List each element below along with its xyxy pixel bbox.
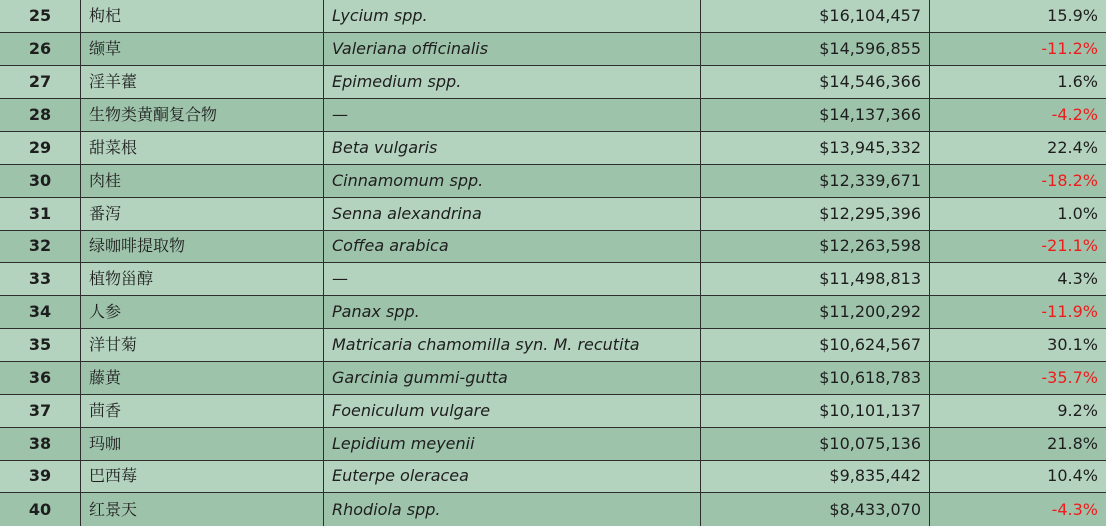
sales-cell: $12,295,396 (701, 197, 930, 230)
herb-name-cell: 洋甘菊 (81, 329, 324, 362)
table-row (0, 66, 1106, 99)
sales-cell: $14,137,366 (701, 99, 930, 132)
latin-name-cell: Cinnamomum spp. (324, 164, 701, 197)
table-row (0, 329, 1106, 362)
table-row (0, 296, 1106, 329)
latin-name-cell: Rhodiola spp. (324, 493, 701, 526)
latin-name-cell: Panax spp. (324, 296, 701, 329)
rank-cell: 39 (0, 460, 81, 493)
rank-cell: 32 (0, 230, 81, 263)
herb-name-cell: 茴香 (81, 394, 324, 427)
change-cell: -4.3% (930, 493, 1106, 526)
sales-cell: $12,263,598 (701, 230, 930, 263)
change-cell: -21.1% (930, 230, 1106, 263)
rank-cell: 36 (0, 361, 81, 394)
rank-cell: 38 (0, 427, 81, 460)
sales-cell: $9,835,442 (701, 460, 930, 493)
latin-name-cell: Matricaria chamomilla syn. M. recutita (324, 329, 701, 362)
table-row (0, 394, 1106, 427)
rank-cell: 25 (0, 0, 81, 33)
latin-name-cell: — (324, 263, 701, 296)
sales-cell: $10,618,783 (701, 361, 930, 394)
sales-cell: $8,433,070 (701, 493, 930, 526)
rank-cell: 28 (0, 99, 81, 132)
rank-cell: 30 (0, 164, 81, 197)
herb-name-cell: 肉桂 (81, 164, 324, 197)
herb-name-cell: 枸杞 (81, 0, 324, 33)
latin-name-cell: Lycium spp. (324, 0, 701, 33)
herb-name-cell: 番泻 (81, 197, 324, 230)
change-cell: 1.0% (930, 197, 1106, 230)
herb-name-cell: 人参 (81, 296, 324, 329)
change-cell: 22.4% (930, 131, 1106, 164)
table-row (0, 427, 1106, 460)
table-row (0, 0, 1106, 33)
rank-cell: 31 (0, 197, 81, 230)
herb-name-cell: 巴西莓 (81, 460, 324, 493)
latin-name-cell: Foeniculum vulgare (324, 394, 701, 427)
herb-name-cell: 缬草 (81, 33, 324, 66)
sales-cell: $12,339,671 (701, 164, 930, 197)
sales-cell: $14,596,855 (701, 33, 930, 66)
sales-cell: $13,945,332 (701, 131, 930, 164)
sales-cell: $10,624,567 (701, 329, 930, 362)
rank-cell: 34 (0, 296, 81, 329)
table-row (0, 230, 1106, 263)
change-cell: -11.2% (930, 33, 1106, 66)
herb-name-cell: 绿咖啡提取物 (81, 230, 324, 263)
herb-name-cell: 玛咖 (81, 427, 324, 460)
table-row (0, 263, 1106, 296)
change-cell: 30.1% (930, 329, 1106, 362)
change-cell: 10.4% (930, 460, 1106, 493)
latin-name-cell: Senna alexandrina (324, 197, 701, 230)
table-row (0, 197, 1106, 230)
herb-name-cell: 藤黄 (81, 361, 324, 394)
rank-cell: 37 (0, 394, 81, 427)
table-row (0, 131, 1106, 164)
latin-name-cell: Garcinia gummi-gutta (324, 361, 701, 394)
table-row (0, 493, 1106, 526)
change-cell: -18.2% (930, 164, 1106, 197)
sales-cell: $11,498,813 (701, 263, 930, 296)
latin-name-cell: Coffea arabica (324, 230, 701, 263)
rank-cell: 26 (0, 33, 81, 66)
table-row (0, 164, 1106, 197)
change-cell: -11.9% (930, 296, 1106, 329)
sales-cell: $11,200,292 (701, 296, 930, 329)
change-cell: 4.3% (930, 263, 1106, 296)
herb-name-cell: 生物类黄酮复合物 (81, 99, 324, 132)
sales-cell: $10,075,136 (701, 427, 930, 460)
table-row (0, 361, 1106, 394)
sales-cell: $16,104,457 (701, 0, 930, 33)
rank-cell: 29 (0, 131, 81, 164)
rank-cell: 33 (0, 263, 81, 296)
change-cell: 15.9% (930, 0, 1106, 33)
change-cell: 9.2% (930, 394, 1106, 427)
change-cell: 21.8% (930, 427, 1106, 460)
herb-name-cell: 甜菜根 (81, 131, 324, 164)
sales-cell: $10,101,137 (701, 394, 930, 427)
latin-name-cell: Epimedium spp. (324, 66, 701, 99)
change-cell: 1.6% (930, 66, 1106, 99)
latin-name-cell: Euterpe oleracea (324, 460, 701, 493)
table-row (0, 99, 1106, 132)
latin-name-cell: Valeriana officinalis (324, 33, 701, 66)
change-cell: -35.7% (930, 361, 1106, 394)
rank-cell: 27 (0, 66, 81, 99)
latin-name-cell: Lepidium meyenii (324, 427, 701, 460)
latin-name-cell: Beta vulgaris (324, 131, 701, 164)
herb-name-cell: 红景天 (81, 493, 324, 526)
rank-cell: 40 (0, 493, 81, 526)
change-cell: -4.2% (930, 99, 1106, 132)
herb-name-cell: 植物甾醇 (81, 263, 324, 296)
sales-cell: $14,546,366 (701, 66, 930, 99)
table-row (0, 33, 1106, 66)
rank-cell: 35 (0, 329, 81, 362)
latin-name-cell: — (324, 99, 701, 132)
table-row (0, 460, 1106, 493)
herb-name-cell: 淫羊藿 (81, 66, 324, 99)
